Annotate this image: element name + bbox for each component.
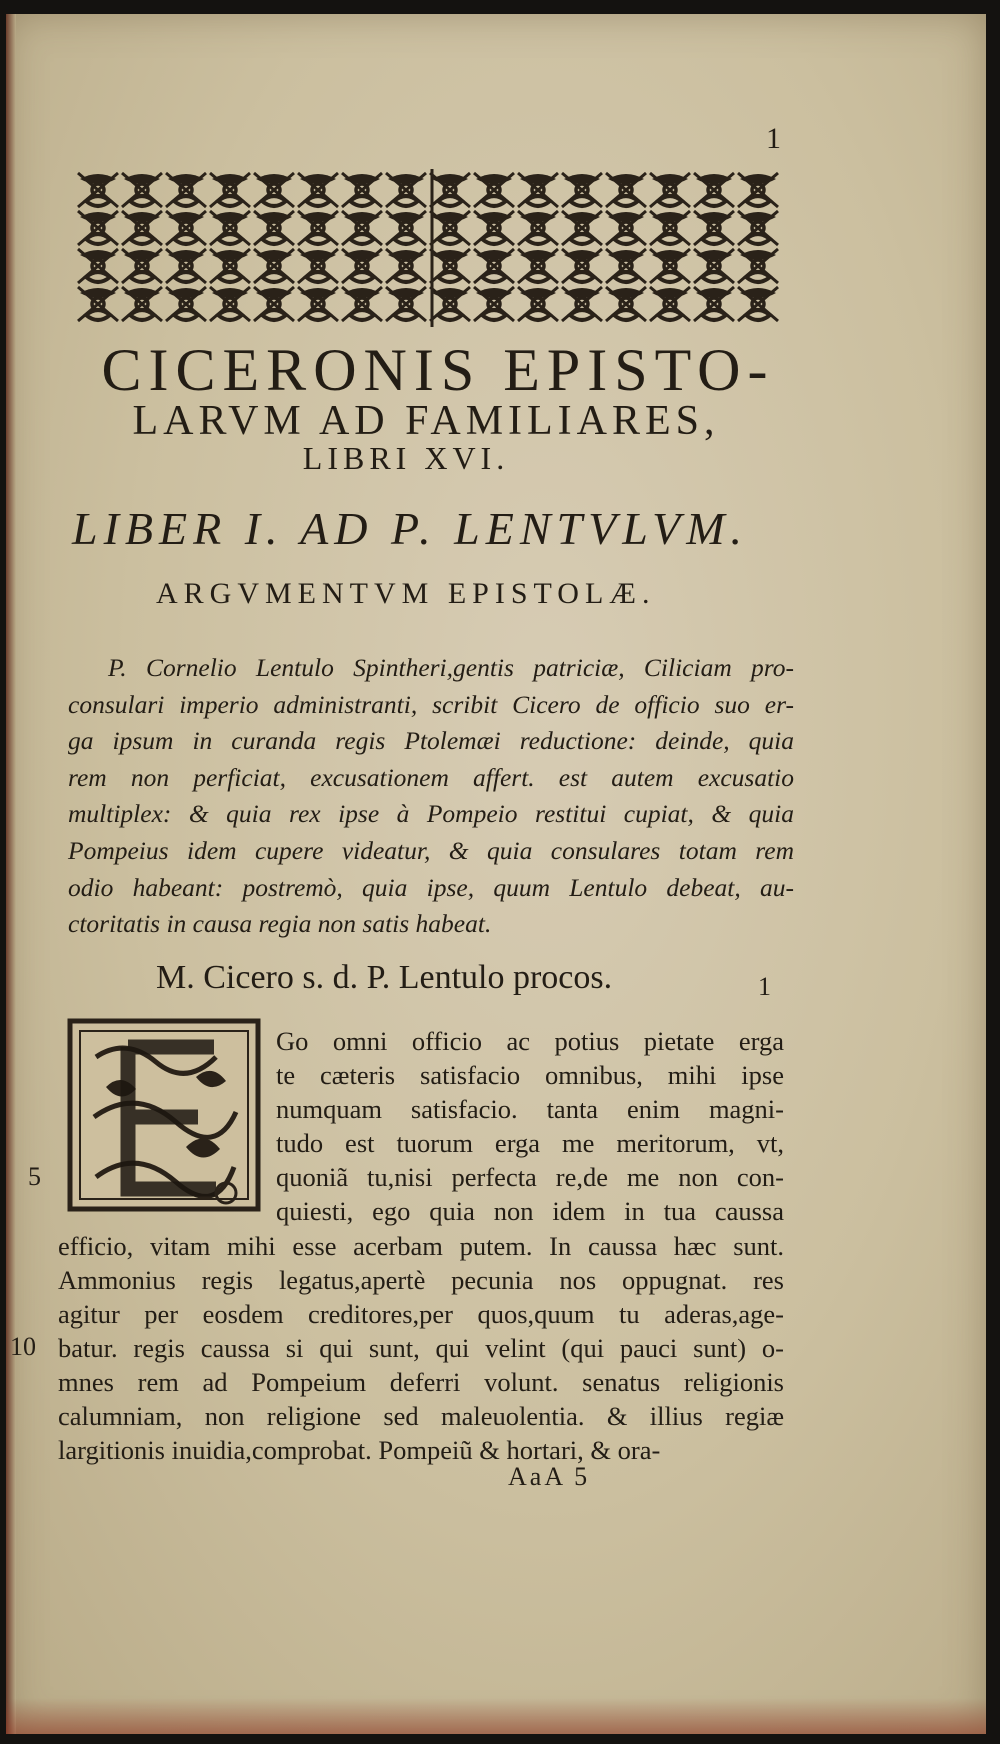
line-number-5: 5 <box>28 1162 41 1191</box>
letter-line: quiesti, ego quia non idem in tua caussa <box>276 1196 784 1227</box>
folio-number: 1 <box>766 122 781 155</box>
book-page <box>6 14 986 1734</box>
letter-line: batur. regis caussa si qui sunt, qui velint (qui pauci sunt) o- <box>58 1332 784 1363</box>
argumentum-line: Pompeius idem cupere videatur, & quia consulares totam rem <box>68 835 794 865</box>
letter-line: efficio, vitam mihi esse acerbam putem. In caussa hæc sunt. <box>58 1230 784 1261</box>
letter-number: 1 <box>758 972 771 1001</box>
letter-line: te cæteris satisfacio omnibus, mihi ipse <box>276 1060 784 1091</box>
letter-line: largitionis inuidia,comprobat. Pompeiũ & hortari, & ora- <box>58 1435 661 1466</box>
argumentum-line: multiplex: & quia rex ipse à Pompeio restitui cupiat, & quia <box>68 799 794 829</box>
ornament-row-1 <box>78 173 778 207</box>
page-binding-edge <box>6 14 16 1734</box>
letter-line: mnes rem ad Pompeium deferri volunt. senatus religionis <box>58 1366 784 1397</box>
argumentum-line: P. Cornelio Lentulo Spintheri,gentis patriciæ, Ciliciam pro- <box>108 653 794 682</box>
title-line-2: LARVM AD FAMILIARES, <box>132 398 720 444</box>
liber-heading: LIBER I. AD P. LENTVLVM. <box>72 503 749 554</box>
title-line-1: CICERONIS EPISTO- <box>101 337 775 403</box>
argumentum-text <box>68 650 794 943</box>
printer-signature-mark: AaA 5 <box>508 1462 591 1491</box>
letter-line: agitur per eosdem creditores,per quos,quum tu aderas,age- <box>58 1298 784 1329</box>
decorative-headpiece-ornament <box>76 169 788 327</box>
argumentum-heading: ARGVMENTVM EPISTOLÆ. <box>156 577 656 610</box>
letter-line: numquam satisfacio. tanta enim magni- <box>276 1094 784 1125</box>
title-line-3: LIBRI XVI. <box>302 440 510 476</box>
argumentum-line: rem non perficiat, excusationem affert. est autem excusatio <box>68 762 794 792</box>
argumentum-line: odio habeant: postremò, quia ipse, quum Lentulo debeat, au- <box>68 872 794 902</box>
letter-line: Go omni officio ac potius pietate erga <box>276 1026 784 1056</box>
ornament-row-3 <box>78 249 778 283</box>
letter-line: quoniã tu,nisi perfecta re,de me non con- <box>276 1162 784 1193</box>
letter-line: tudo est tuorum erga me meritorum, vt, <box>276 1128 784 1159</box>
letter-salutation: M. Cicero s. d. P. Lentulo procos. <box>156 959 613 996</box>
ornament-row-4 <box>78 287 778 321</box>
argumentum-line: ctoritatis in causa regia non satis habeat. <box>68 909 492 939</box>
argumentum-line: ga ipsum in curanda regis Ptolemæi reductione: deinde, quia <box>68 726 794 756</box>
ornament-row-2 <box>78 211 778 245</box>
letter-body <box>58 1024 784 1467</box>
letter-line: Ammonius regis legatus,apertè pecunia nos oppugnat. res <box>58 1264 784 1295</box>
line-number-10: 10 <box>10 1332 36 1361</box>
argumentum-line: consulari imperio administranti, scribit Cicero de officio suo er- <box>68 689 794 719</box>
letter-line: calumniam, non religione sed maleuolentia. & illius regiæ <box>58 1401 784 1432</box>
